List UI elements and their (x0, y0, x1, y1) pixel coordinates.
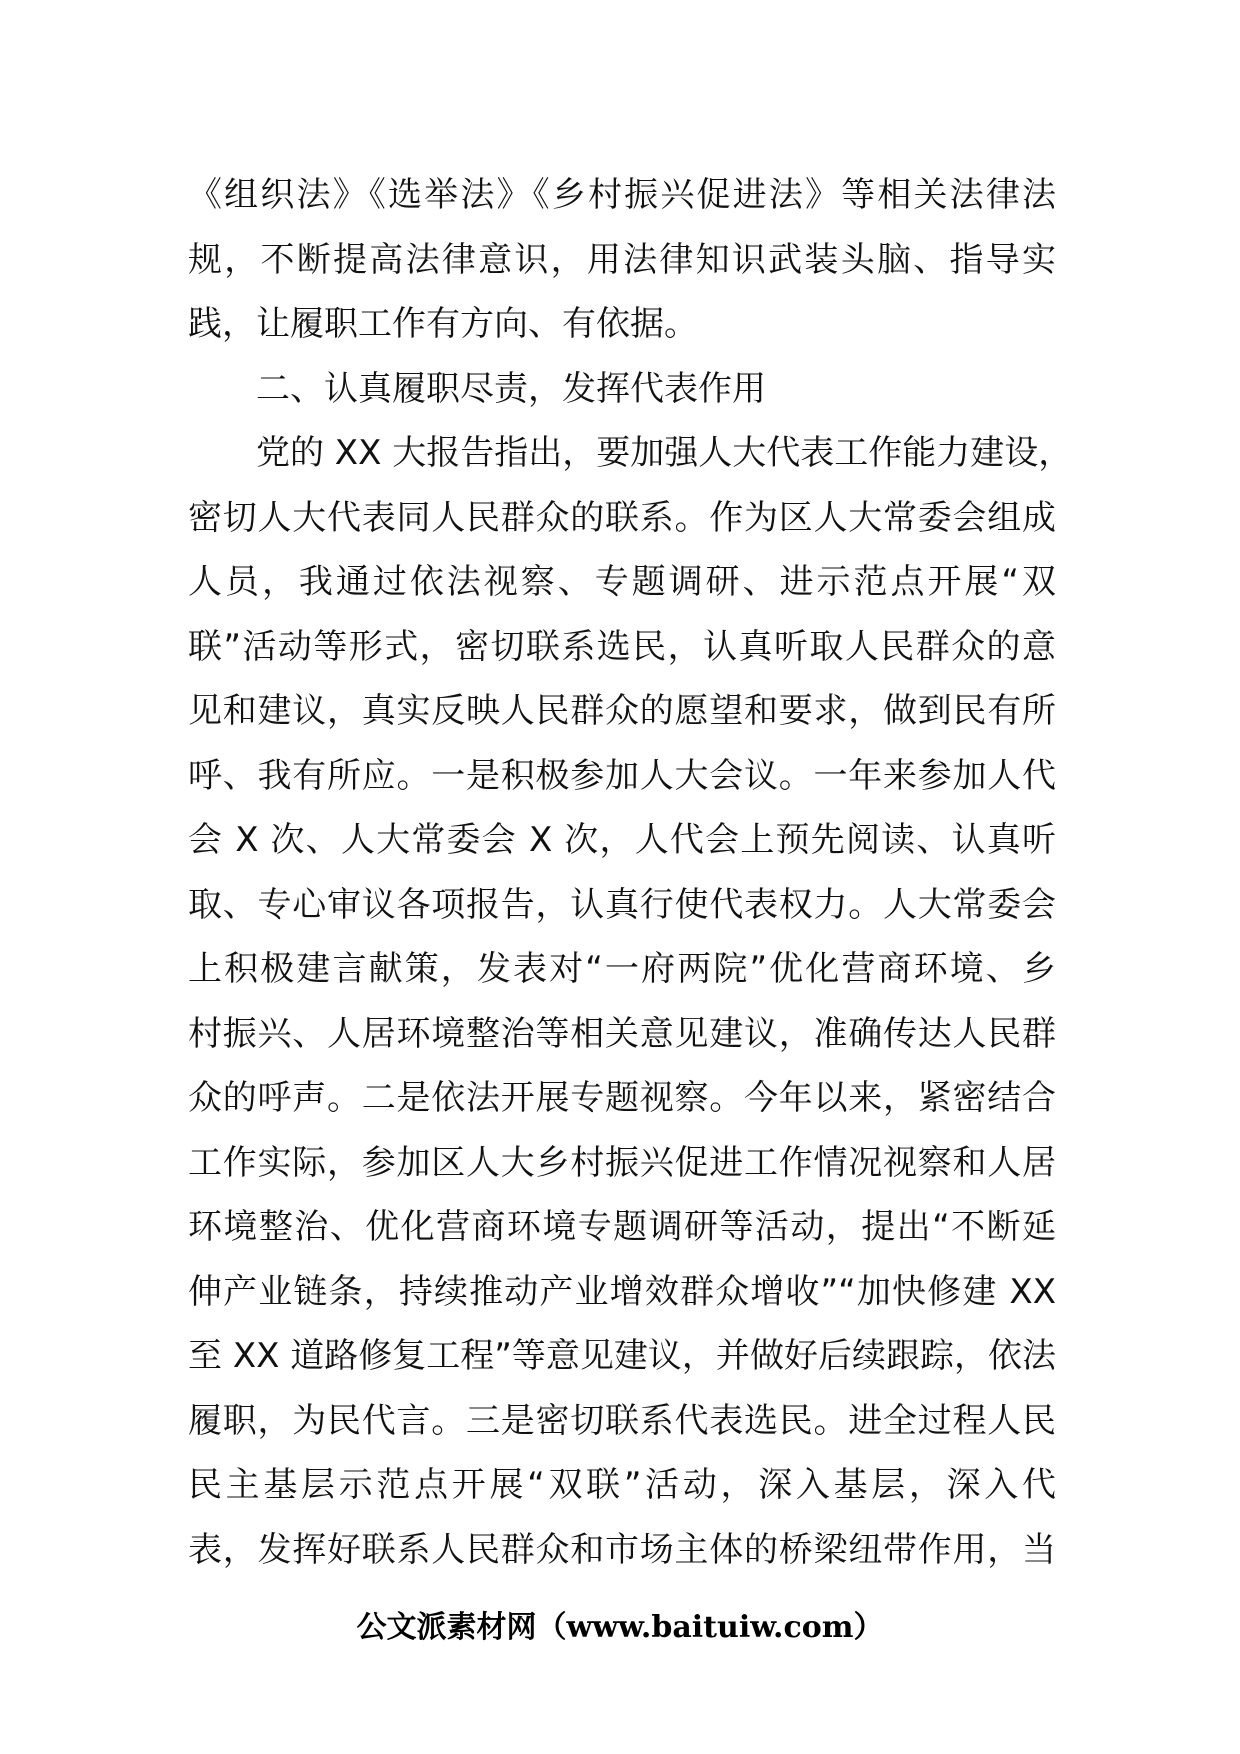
body-line: 会 X 次、人大常委会 X 次，人代会上预先阅读、认真听 (188, 820, 1056, 860)
body-line: 伸产业链条，持续推动产业增效群众增收”“加快修建 XX (188, 1271, 1056, 1312)
section-heading: 二、认真履职尽责，发挥代表作用 (256, 368, 766, 409)
body-line: 工作实际，参加区人大乡村振兴促进工作情况视察和人居 (188, 1142, 1056, 1183)
body-line: 联”活动等形式，密切联系选民，认真听取人民群众的意 (188, 626, 1056, 667)
body-line: 见和建议，真实反映人民群众的愿望和要求，做到民有所 (188, 691, 1056, 731)
body-line: 民主基层示范点开展“双联”活动，深入基层，深入代 (188, 1465, 1056, 1505)
body-line: 履职，为民代言。三是密切联系代表选民。进全过程人民 (188, 1400, 1056, 1441)
body-line: 呼、我有所应。一是积极参加人大会议。一年来参加人代 (188, 755, 1056, 796)
body-line: 表，发挥好联系人民群众和市场主体的桥梁纽带作用，当 (188, 1529, 1056, 1570)
body-line: 村振兴、人居环境整治等相关意见建议，准确传达人民群 (188, 1013, 1056, 1054)
document-body (188, 163, 1073, 1582)
body-line: 密切人大代表同人民群众的联系。作为区人大常委会组成 (188, 497, 1056, 538)
body-line: 众的呼声。二是依法开展专题视察。今年以来，紧密结合 (188, 1078, 1056, 1118)
body-line: 至 XX 道路修复工程”等意见建议，并做好后续跟踪，依法 (188, 1336, 1056, 1376)
body-line: 践，让履职工作有方向、有依据。 (188, 304, 698, 344)
footer-watermark: 公文派素材网（www.baituiw.com） (356, 1610, 884, 1645)
body-line: 上积极建言献策，发表对“一府两院”优化营商环境、乡 (188, 949, 1056, 989)
body-line: 《组织法》《选举法》《乡村振兴促进法》等相关法律法 (188, 175, 1056, 215)
body-line: 人员，我通过依法视察、专题调研、进示范点开展“双 (188, 562, 1056, 602)
body-line: 取、专心审议各项报告，认真行使代表权力。人大常委会 (188, 884, 1056, 925)
body-line: 党的 XX 大报告指出，要加强人大代表工作能力建设， (256, 433, 1073, 473)
body-line: 环境整治、优化营商环境专题调研等活动，提出“不断延 (188, 1207, 1056, 1247)
body-line: 规，不断提高法律意识，用法律知识武装头脑、指导实 (188, 239, 1056, 280)
